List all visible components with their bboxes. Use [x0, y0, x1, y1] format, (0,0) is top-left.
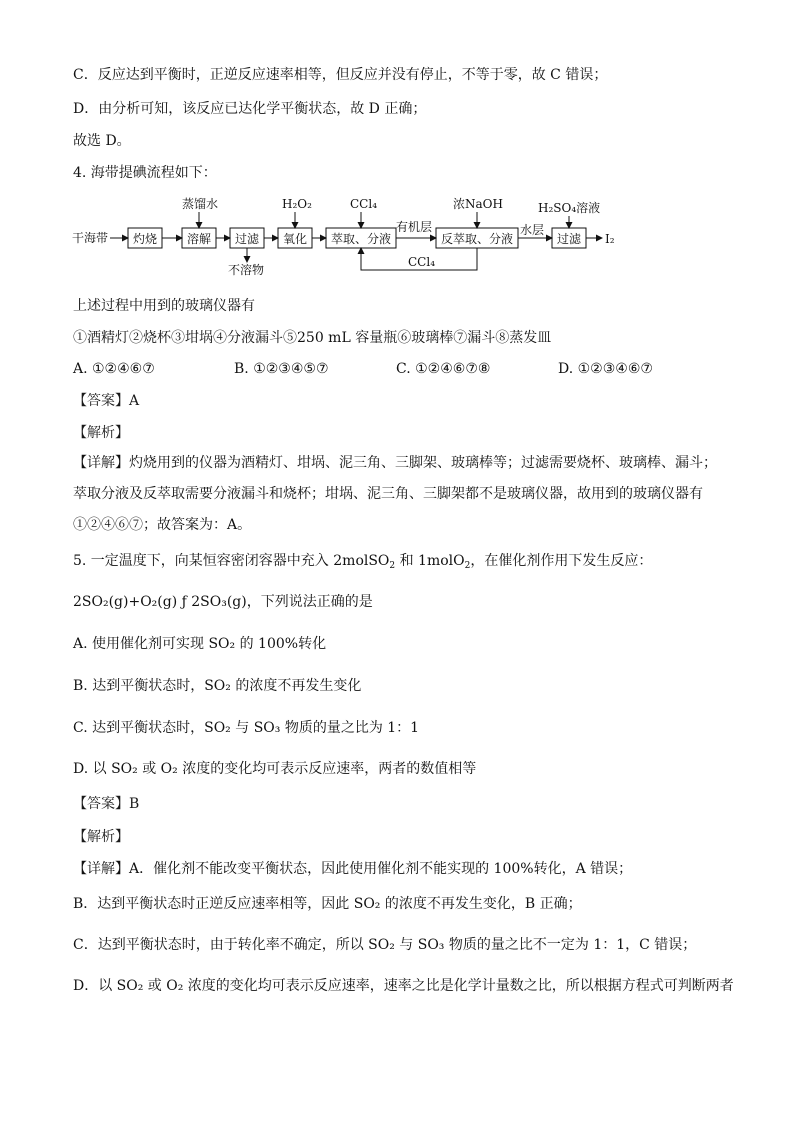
q5-option-a: A. 使用催化剂可实现 SO₂ 的 100%转化 — [73, 636, 327, 652]
q4-option-d: D. ①②③④⑥⑦ — [558, 361, 653, 377]
q5-stem-pre: 5. 一定温度下，向某恒容密闭容器中充入 2molSO — [73, 553, 390, 569]
flow-box-back-extract-label: 反萃取、分液 — [441, 232, 514, 246]
q5-stem-post: ，在催化剂作用下发生反应： — [470, 553, 653, 569]
flow-box-filter-2-label: 过滤 — [557, 232, 582, 246]
flow-box-filter-1-label: 过滤 — [235, 232, 260, 246]
q5-detail-b: B．达到平衡状态时正逆反应速率相等，因此 SO₂ 的浓度不再发生变化，B 正确； — [73, 896, 582, 912]
flow-label-organic: 有机层 — [396, 220, 433, 234]
flow-reagent-h2o2: H₂O₂ — [282, 197, 312, 211]
flow-box-burn-label: 灼烧 — [133, 232, 158, 246]
q4-option-c: C. ①②④⑥⑦⑧ — [396, 361, 491, 377]
q5-option-c: C. 达到平衡状态时，SO₂ 与 SO₃ 物质的量之比为 1：1 — [73, 720, 420, 736]
flow-label-recycle: CCl₄ — [408, 255, 436, 269]
prev-choose-line: 故选 D。 — [73, 133, 131, 149]
q4-detail-line-1: 【详解】灼烧用到的仪器为酒精灯、坩埚、泥三角、三脚架、玻璃棒等；过滤需要烧杯、玻璃棒、漏斗； — [73, 455, 717, 471]
q5-stem: 5. 一定温度下，向某恒容密闭容器中充入 2molSO$_2$ 和 1molO$_2$，在催化剂作用下发生反应： — [73, 553, 653, 571]
flow-reagent-h2so4: H₂SO₄溶液 — [538, 201, 601, 215]
q5-option-d: D. 以 SO₂ 或 O₂ 浓度的变化均可表示反应速率，两者的数值相等 — [73, 761, 477, 777]
flow-output-insoluble: 不溶物 — [228, 263, 265, 277]
q4-analysis-heading: 【解析】 — [73, 425, 129, 441]
flow-box-dissolve-label: 溶解 — [187, 232, 212, 246]
q4-detail-line-2: 萃取分液及反萃取需要分液漏斗和烧杯；坩埚、泥三角、三脚架都不是玻璃仪器，故用到的玻璃仪器有 — [73, 486, 703, 502]
q5-detail-d: D．以 SO₂ 或 O₂ 浓度的变化均可表示反应速率，速率之比是化学计量数之比，所以根据方程式可判断两者 — [73, 978, 734, 994]
q5-detail-a: 【详解】A．催化剂不能改变平衡状态，因此使用催化剂不能实现的 100%转化，A 错误； — [73, 861, 633, 877]
prev-option-d-explanation: D．由分析可知，该反应已达化学平衡状态，故 D 正确； — [73, 101, 427, 117]
flow-label-aqueous: 水层 — [520, 223, 545, 237]
q4-stem: 4. 海带提碘流程如下： — [73, 165, 217, 181]
q5-option-b: B. 达到平衡状态时，SO₂ 的浓度不再发生变化 — [73, 678, 362, 694]
flow-reagent-naoh: 浓NaOH — [453, 197, 503, 211]
flow-start: 干海带 — [72, 231, 109, 245]
q4-option-b: B. ①②③④⑤⑦ — [234, 361, 329, 377]
q4-ask: 上述过程中用到的玻璃仪器有 — [73, 298, 255, 314]
flow-end: I₂ — [605, 232, 615, 246]
iodine-flowchart — [70, 196, 640, 280]
prev-option-c-explanation: C．反应达到平衡时，正逆反应速率相等，但反应并没有停止，不等于零，故 C 错误； — [73, 67, 608, 83]
q5-detail-c: C．达到平衡状态时，由于转化率不确定，所以 SO₂ 与 SO₃ 物质的量之比不一定为 1：1，C 错误； — [73, 937, 697, 953]
q4-detail-line-3: ①②④⑥⑦；故答案为：A。 — [73, 517, 252, 533]
q4-answer: 【答案】A — [73, 393, 140, 409]
flow-reagent-water: 蒸馏水 — [182, 197, 219, 211]
q5-analysis-heading: 【解析】 — [73, 829, 129, 845]
q5-answer: 【答案】B — [73, 796, 140, 812]
q5-stem-mid: 和 1molO — [395, 553, 465, 569]
flow-reagent-ccl4: CCl₄ — [350, 197, 378, 211]
flow-box-extract-label: 萃取、分液 — [331, 232, 392, 246]
q5-equation: 2SO₂(g)+O₂(g) ƒ 2SO₃(g)，下列说法正确的是 — [73, 594, 373, 610]
q4-option-a: A. ①②④⑥⑦ — [73, 361, 155, 377]
q4-items: ①酒精灯②烧杯③坩埚④分液漏斗⑤250 mL 容量瓶⑥玻璃棒⑦漏斗⑧蒸发皿 — [73, 330, 552, 346]
flow-box-oxidize-label: 氧化 — [283, 232, 308, 246]
